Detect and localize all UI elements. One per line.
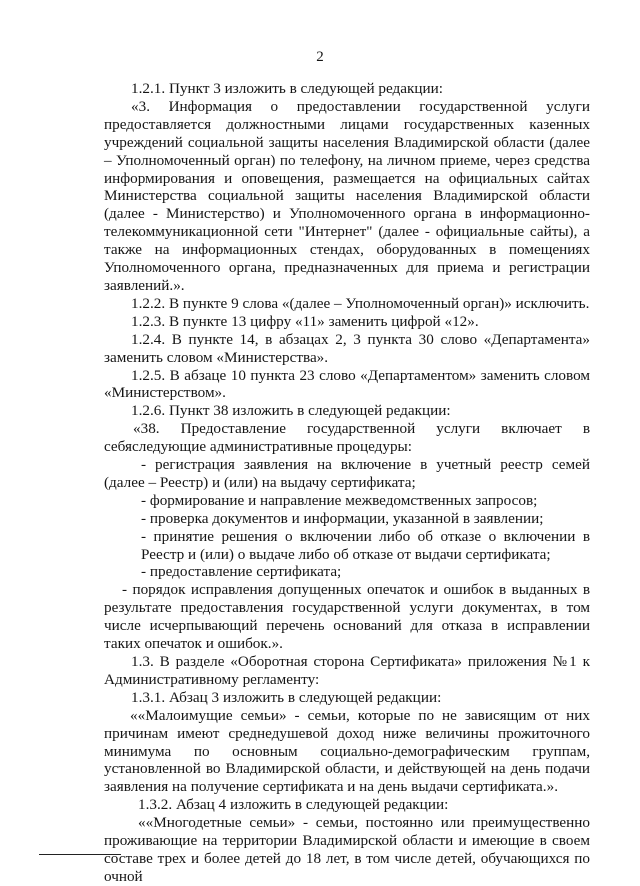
paragraph-1-2-2: 1.2.2. В пункте 9 слова «(далее – Уполномоченный орган)» исключить. (131, 294, 590, 312)
procedure-list-item: - предоставление сертификата; (141, 563, 342, 581)
paragraph-1-2-6: 1.2.6. Пункт 38 изложить в следующей редакции: (131, 402, 451, 420)
paragraph-large-family-definition: ««Многодетные семьи» - семьи, постоянно или преимущественно проживающие на территории Владимирской области и имеющие в своем составе трех и более детей до 18 лет, в том числе детей, обучающихся по очной (104, 814, 590, 885)
paragraph-item-38-text: «38. Предоставление государственной услуги включает в себяследующие административные процедуры: (104, 420, 590, 456)
page-number: 2 (316, 49, 324, 65)
procedure-list-item: - регистрация заявления на включение в учетный реестр семей (далее – Реестр) и (или) на выдачу сертификата; (104, 456, 590, 491)
footnote-separator-line (39, 854, 121, 855)
paragraph-1-3-2: 1.3.2. Абзац 4 изложить в следующей редакции: (138, 796, 449, 814)
procedure-list-item: - формирование и направление межведомственных запросов; (141, 491, 538, 509)
paragraph-low-income-definition: ««Малоимущие семьи» - семьи, которые по не зависящим от них причинам имеют среднедушевой доход ниже величины прожиточного минимума по основным социально-демографическим группам, установленной во Владимирской области, и действующей на день подачи заявления на получение сертификата и на день выдачи сертификата.». (104, 706, 590, 796)
paragraph-1-3: 1.3. В разделе «Оборотная сторона Сертификата» приложения №1 к Административному регламенту: (104, 653, 590, 688)
paragraph-1-3-1: 1.3.1. Абзац 3 изложить в следующей редакции: (131, 688, 442, 706)
procedure-list-item: - проверка документов и информации, указанной в заявлении; (141, 509, 544, 527)
procedure-list-item: - порядок исправления допущенных опечаток и ошибок в выданных в результате предоставления государственной услуги документах, в том числе исчерпывающий перечень оснований для отказа в исправлении таких опечаток и ошибок.». (104, 581, 590, 653)
paragraph-1-2-4: 1.2.4. В пункте 14, в абзацах 2, 3 пункта 30 слово «Департамента» заменить словом «Министерства». (104, 330, 590, 366)
paragraph-1-2-5: 1.2.5. В абзаце 10 пункта 23 слово «Департаментом» заменить словом «Министерством». (104, 366, 590, 402)
procedure-list-item: - принятие решения о включении либо об отказе о включении в Реестр и (или) о выдаче либо об отказе от выдачи сертификата; (141, 527, 590, 563)
document-body (104, 80, 590, 886)
paragraph-item-3-text: «3. Информация о предоставлении государственной услуги предоставляется должностными лицами государственных казенных учреждений социальной защиты населения Владимирской области (далее – Уполномоченный орган) по телефону, на личном приеме, через средства информирования и оповещения, размещается на официальных сайтах Министерства социальной защиты населения Владимирской области (далее - Министерство) и Уполномоченного органа в информационно-телекоммуникационной сети "Интернет" (далее - официальные сайты), а также на информационных стендах, оборудованных в помещениях Уполномоченного органа, предназначенных для приема и регистрации заявлений.». (104, 97, 590, 294)
paragraph-1-2-3: 1.2.3. В пункте 13 цифру «11» заменить цифрой «12». (131, 312, 479, 330)
paragraph-1-2-1: 1.2.1. Пункт 3 изложить в следующей редакции: (131, 80, 444, 97)
